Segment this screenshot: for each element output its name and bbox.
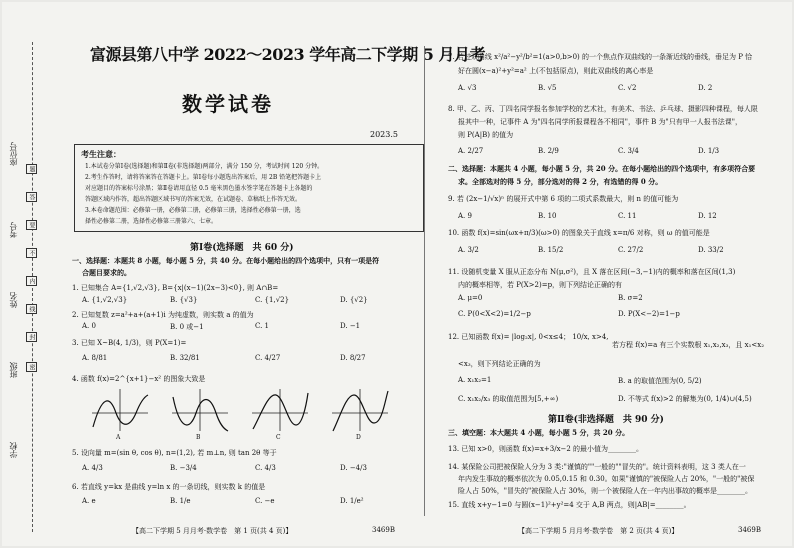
question-2: 2. 已知复数 z=a²+a+(a+1)i 为纯虚数，则实数 a 的值为 xyxy=(72,311,254,319)
name-label: 姓名 xyxy=(9,292,18,308)
q9-option-b: B. 10 xyxy=(538,212,557,220)
part-2-desc: 求。全部选对的得 5 分，部分选对的得 2 分，有选错的得 0 分。 xyxy=(458,177,663,186)
exam-date: 2023.5 xyxy=(370,130,398,139)
graph-c-svg xyxy=(250,387,310,433)
q8-option-c: C. 3/4 xyxy=(618,147,639,155)
q12-option-d: D. 不等式 f(x)>2 的解集为(0, 1/4)∪(4,5) xyxy=(618,395,752,403)
seal-word: 密 xyxy=(28,364,35,370)
q11-option-c: C. P(0<X<2)=1/2−p xyxy=(458,310,531,318)
q5-option-c: C. 4/3 xyxy=(255,464,276,472)
graph-c xyxy=(250,387,310,445)
question-4: 4. 函数 f(x)=2^{x+1}−x² 的图象大致是 xyxy=(72,375,206,383)
q11-option-d: D. P(X<−2)=1−p xyxy=(618,310,680,318)
question-12-cont: <x₃，则下列结论正确的为 xyxy=(458,360,541,368)
question-3: 3. 已知 X~B(4, 1/3)，则 P(X=1)= xyxy=(72,339,187,347)
q3-option-b: B. 32/81 xyxy=(170,354,200,362)
page-2-footer: 【高二下学期 5 月月考·数学卷 第 2 页(共 4 页)】 xyxy=(518,527,679,535)
question-5: 5. 设向量 m=(sin θ, cos θ), n=(1,2), 若 m⊥n, 则 tan 2θ 等于 xyxy=(72,449,277,457)
q12-option-a: A. x₁x₂=1 xyxy=(458,376,492,384)
question-7: 7. 若过双曲线 x²/a²−y²/b²=1(a>0,b>0) 的一个焦点作双曲线的一条渐近线的垂线，垂足为 P 恰 xyxy=(448,53,753,61)
notice-line: 择性必修第二册，选择性必修第三册第六、七章。 xyxy=(85,218,218,225)
q5-option-d: D. −4/3 xyxy=(340,464,367,472)
q5-option-b: B. −3/4 xyxy=(170,464,197,472)
page-2-code: 3469B xyxy=(738,526,761,534)
q6-option-a: A. e xyxy=(82,497,96,505)
q11-option-a: A. μ=0 xyxy=(458,294,483,302)
q6-option-d: D. 1/e² xyxy=(340,497,364,505)
q3-option-d: D. 8/27 xyxy=(340,354,366,362)
graph-a-label: A xyxy=(116,434,121,441)
question-8-cont: 报其中一种，记事件 A 为"四名同学所报课程各不相同"，事件 B 为"只有甲一人报书法课"， xyxy=(458,118,742,126)
q7-option-d: D. 2 xyxy=(698,84,713,92)
graph-c-label: C xyxy=(276,434,281,441)
question-7-cont: 好在圆(x−a)²+y²=a² 上(不包括原点)，则此双曲线的离心率是 xyxy=(458,67,654,75)
q8-option-a: A. 2/27 xyxy=(458,147,484,155)
q7-option-a: A. √3 xyxy=(458,84,477,92)
part-1-desc: 一、选择题：本题共 8 小题，每小题 5 分，共 40 分。在每小题给出的四个选项中，只有一项是符 xyxy=(72,256,380,265)
class-label: 班级 xyxy=(9,362,18,378)
q8-option-b: B. 2/9 xyxy=(538,147,559,155)
q1-option-b: B. {√3} xyxy=(170,296,198,304)
subject-title: 数学试卷 xyxy=(182,92,274,116)
notice-title: 考生注意： xyxy=(81,149,121,159)
question-13: 13. 已知 x>0，则函数 f(x)=x+3/x−2 的最小值为________。 xyxy=(448,445,644,453)
graph-d-label: D xyxy=(356,434,361,441)
question-6: 6. 若直线 y=kx 是曲线 y=ln x 的一条切线，则实数 k 的值是 xyxy=(72,483,266,491)
q10-option-a: A. 3/2 xyxy=(458,246,479,254)
q5-option-a: A. 4/3 xyxy=(82,464,103,472)
question-11: 11. 设随机变量 X 服从正态分布 N(μ,σ²)，且 X 落在区间(−3,−1)内的概率和落在区间(1,3) xyxy=(448,268,736,276)
question-15: 15. 直线 x+y−1=0 与圆(x−1)²+y²=4 交于 A,B 两点，则|AB|=________。 xyxy=(448,501,691,509)
section-2-heading: 第Ⅱ卷(非选择题 共 90 分) xyxy=(548,415,664,425)
q2-option-b: B. 0 或−1 xyxy=(170,323,204,331)
question-14: 14. 某保险公司把被保险人分为 3 类:"谨慎的""一般的""冒失的"。统计资料表明，这 3 类人在一 xyxy=(448,463,746,471)
section-1-heading: 第Ⅰ卷(选择题 共 60 分) xyxy=(190,243,294,253)
graph-d xyxy=(330,387,390,445)
q2-option-a: A. 0 xyxy=(82,322,96,330)
q12-option-c: C. x₁x₂/x₃ 的取值范围为[5,+∞) xyxy=(458,395,559,403)
notice-line: 答题区域内作答，超出答题区域书写的答案无效，在试题卷、草稿纸上作答无效。 xyxy=(85,196,302,203)
notice-line: 3.本卷命题范围：必修第一册，必修第二册，必修第三册，选择性必修第一册，选 xyxy=(85,207,301,214)
question-9: 9. 若 (2x−1/√x)ⁿ 的展开式中第 6 项的二项式系数最大，则 n 的值可能为 xyxy=(448,195,679,203)
graph-a-svg xyxy=(90,387,150,433)
q4-graphs xyxy=(90,387,400,445)
school-label: 学校 xyxy=(9,442,18,458)
q7-option-b: B. √5 xyxy=(538,84,557,92)
exam-title: 富源县第八中学 2022～2023 学年高二下学期 5 月月考 xyxy=(90,45,485,64)
part-1-desc: 合题目要求的。 xyxy=(82,268,131,277)
q1-option-d: D. {√2} xyxy=(340,296,368,304)
seal-word: 答 xyxy=(28,194,35,200)
question-11-cont: 内的概率相等，若 P(X>2)=p，则下列结论正确的有 xyxy=(458,281,623,289)
question-12-cont: 若方程 f(x)=a 有三个实数根 x₁,x₂,x₃，且 x₁<x₂ xyxy=(612,341,765,349)
seal-word: 要 xyxy=(28,222,35,228)
page-divider xyxy=(424,46,425,516)
q10-option-b: B. 15/2 xyxy=(538,246,564,254)
q1-option-a: A. {1,√2,√3} xyxy=(82,296,128,304)
q12-option-b: B. a 的取值范围为(0, 5/2) xyxy=(618,377,702,385)
page-1-code: 3469B xyxy=(372,526,395,534)
seal-word: 不 xyxy=(28,250,35,256)
q6-option-c: C. −e xyxy=(255,497,275,505)
graph-d-svg xyxy=(330,387,390,433)
page-1-footer: 【高二下学期 5 月月考·数学卷 第 1 页(共 4 页)】 xyxy=(132,527,293,535)
q9-option-c: C. 11 xyxy=(618,212,637,220)
exam-sheet xyxy=(2,2,792,546)
q6-option-b: B. 1/e xyxy=(170,497,191,505)
q11-option-b: B. σ=2 xyxy=(618,294,643,302)
q8-option-d: D. 1/3 xyxy=(698,147,720,155)
notice-line: 1.本试卷分第Ⅰ卷(选择题)和第Ⅱ卷(非选择题)两部分，满分 150 分，考试时间 120 分钟。 xyxy=(85,163,324,170)
q3-option-c: C. 4/27 xyxy=(255,354,281,362)
question-10: 10. 函数 f(x)=sin(ωx+π/3)(ω>0) 的图象关于直线 x=π/6 对称，则 ω 的值可能是 xyxy=(448,229,710,237)
notice-line: 对应题目的答案标号涂黑；第Ⅱ卷请用直径 0.5 毫米黑色墨水签字笔在答题卡上各题的 xyxy=(85,185,313,192)
notice-box xyxy=(74,144,424,232)
q2-option-d: D. −1 xyxy=(340,322,361,330)
seal-word: 题 xyxy=(28,166,35,172)
notice-line: 2.考生作答时，请将答案答在答题卡上。第Ⅰ卷每小题选出答案后，用 2B 铅笔把答题卡上 xyxy=(85,174,322,181)
q1-option-c: C. {1,√2} xyxy=(255,296,290,304)
q9-option-d: D. 12 xyxy=(698,212,717,220)
q10-option-c: C. 27/2 xyxy=(618,246,644,254)
seal-line xyxy=(32,42,33,532)
question-14-cont: 年内发生事故的概率依次为 0.05,0.15 和 0.30。如果"谨慎的"被保险人占 20%，"一般的"被保 xyxy=(458,475,755,483)
graph-a xyxy=(90,387,150,445)
exam-number-label: 考号 xyxy=(9,222,18,238)
graph-b-svg xyxy=(170,387,230,433)
graph-b xyxy=(170,387,230,445)
part-3-desc: 三、填空题：本大题共 4 小题，每小题 5 分，共 20 分。 xyxy=(448,428,630,437)
seat-number-label: 座位号 xyxy=(9,142,18,166)
q9-option-a: A. 9 xyxy=(458,212,472,220)
q10-option-d: D. 33/2 xyxy=(698,246,724,254)
question-8-cont: 则 P(A|B) 的值为 xyxy=(458,131,514,139)
question-12: 12. 已知函数 f(x)= |log₂x|, 0<x≤4； 10/x, x>4, xyxy=(448,333,609,341)
seal-word: 内 xyxy=(28,278,35,284)
question-1: 1. 已知集合 A={1,√2,√3}, B={x|(x−1)(2x−3)<0}, 则 A∩B= xyxy=(72,284,279,292)
graph-b-label: B xyxy=(196,434,201,441)
question-8: 8. 甲、乙、丙、丁四名同学报名参加学校的艺术社，有美术、书法、乒乓球、摄影四种课程，每人限 xyxy=(448,105,758,113)
binding-strip xyxy=(6,42,46,532)
q7-option-c: C. √2 xyxy=(618,84,637,92)
q2-option-c: C. 1 xyxy=(255,322,270,330)
seal-word: 线 xyxy=(28,306,35,312)
question-14-cont: 险人占 50%，"冒失的"被保险人占 30%，则一个被保险人在一年内出事故的概率是________。 xyxy=(458,487,753,495)
seal-word: 封 xyxy=(28,334,35,340)
part-2-desc: 二、选择题：本题共 4 小题，每小题 5 分，共 20 分。在每小题给出的四个选项中，有多项符合要 xyxy=(448,164,756,173)
q3-option-a: A. 8/81 xyxy=(82,354,108,362)
